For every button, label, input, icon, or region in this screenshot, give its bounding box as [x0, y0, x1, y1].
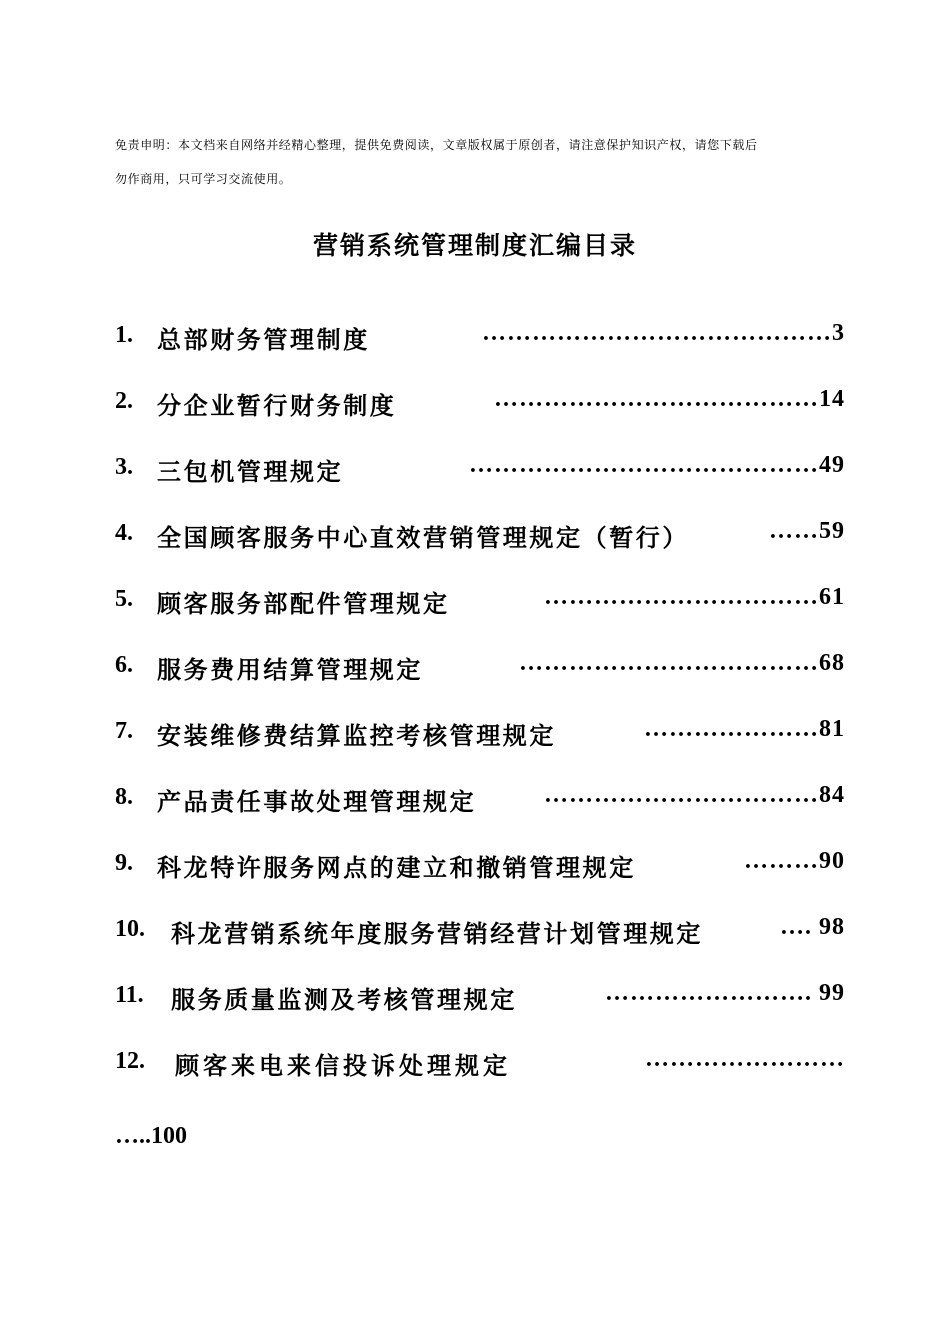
toc-entry[interactable]	[115, 514, 845, 580]
toc-entry-number: 7.	[115, 718, 133, 744]
toc-entry[interactable]	[115, 910, 845, 976]
toc-entry[interactable]	[115, 1042, 845, 1108]
toc-entry[interactable]	[115, 778, 845, 844]
toc-entry-number: 1.	[115, 322, 133, 348]
toc-entry-page: ……………………………61	[544, 584, 845, 610]
toc-entry[interactable]	[115, 382, 845, 448]
toc-entry-number: 6.	[115, 652, 133, 678]
toc-entry-number: 2.	[115, 388, 133, 414]
toc-entry-number: 4.	[115, 520, 133, 546]
toc-entry-page: ……………………………………49	[469, 452, 845, 478]
toc-entry[interactable]	[115, 712, 845, 778]
disclaimer-line-1: 免责申明：本文档来自网络并经精心整理，提供免费阅读，文章版权属于原创者，请注意保护知识产权，请您下载后	[115, 138, 758, 152]
toc-entry[interactable]	[115, 646, 845, 712]
toc-entry-page-continued: …..100	[115, 1123, 187, 1149]
toc-entry-label: 安装维修费结算监控考核管理规定	[157, 721, 556, 750]
toc-entry-label: 科龙营销系统年度服务营销经营计划管理规定	[171, 919, 703, 948]
toc-entry-label: 分企业暂行财务制度	[157, 391, 397, 420]
toc-entry[interactable]	[115, 844, 845, 910]
toc-entry-label: 服务费用结算管理规定	[157, 655, 423, 684]
toc-entry-label: 产品责任事故处理管理规定	[157, 787, 477, 816]
toc-entry[interactable]	[115, 316, 845, 382]
disclaimer	[115, 128, 855, 196]
table-of-contents	[115, 316, 855, 1108]
toc-entry-page: ……59	[769, 518, 845, 544]
toc-entry-page: ……………………	[645, 1046, 845, 1072]
toc-entry-number: 3.	[115, 454, 133, 480]
disclaimer-line-2: 勿作商用，只可学习交流使用。	[115, 172, 292, 186]
toc-entry-number: 11.	[115, 982, 144, 1008]
toc-entry-label: 科龙特许服务网点的建立和撤销管理规定	[157, 853, 636, 882]
toc-entry-number: 12.	[115, 1048, 145, 1074]
toc-entry-page: …. 98	[780, 914, 845, 940]
toc-entry-label: 全国顾客服务中心直效营销管理规定（暂行）	[157, 523, 689, 552]
toc-entry-label: 顾客服务部配件管理规定	[157, 589, 450, 618]
toc-entry-label: 服务质量监测及考核管理规定	[171, 985, 517, 1014]
toc-entry-label: 顾客来电来信投诉处理规定	[175, 1051, 511, 1080]
document-title: 营销系统管理制度汇编目录	[312, 231, 637, 260]
toc-entry-number: 9.	[115, 850, 133, 876]
toc-entry-number: 10.	[115, 916, 145, 942]
toc-entry-page: ………90	[744, 848, 845, 874]
toc-entry-page: …………………81	[644, 716, 845, 742]
toc-entry-label: 总部财务管理制度	[157, 325, 370, 354]
toc-entry[interactable]	[115, 580, 845, 646]
toc-entry-page: ……………………. 99	[605, 980, 845, 1006]
toc-entry-page: ………………………………68	[519, 650, 845, 676]
toc-entry-page: …………………………………14	[494, 386, 845, 412]
toc-entry-page: ……………………………84	[544, 782, 845, 808]
toc-entry[interactable]	[115, 448, 845, 514]
toc-entry-label: 三包机管理规定	[157, 457, 344, 486]
toc-entry[interactable]	[115, 976, 845, 1042]
toc-entry-number: 5.	[115, 586, 133, 612]
toc-entry-page: ……………………………………3	[482, 320, 845, 346]
toc-entry-number: 8.	[115, 784, 133, 810]
